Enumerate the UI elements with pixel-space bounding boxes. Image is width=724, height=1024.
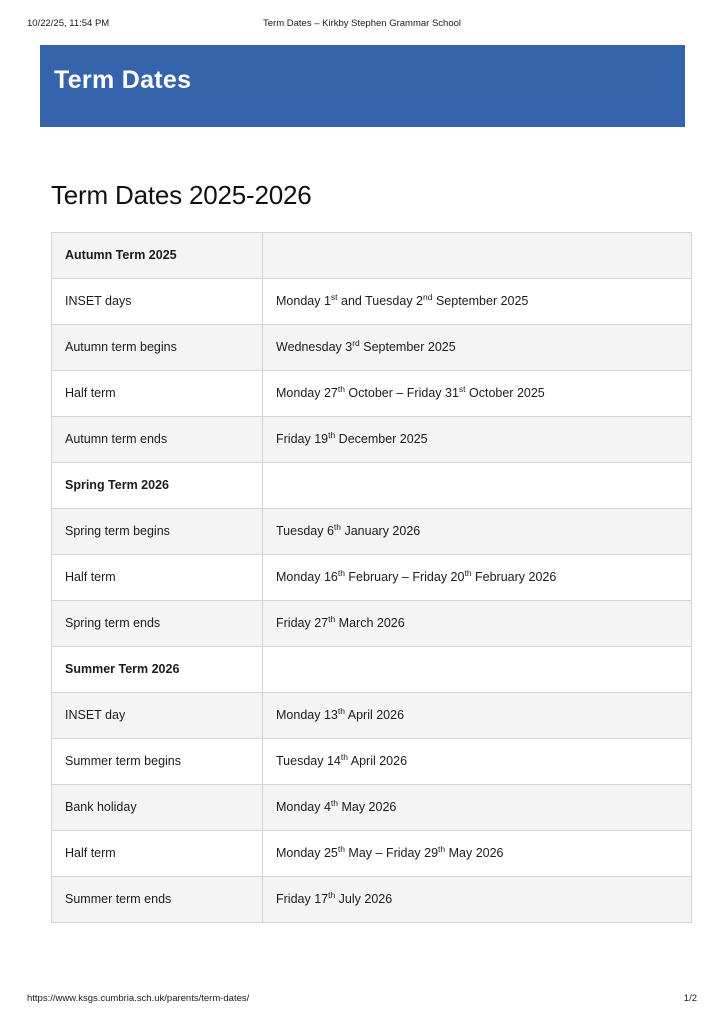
row-label: Spring term ends: [52, 601, 263, 647]
row-label: Autumn term begins: [52, 325, 263, 371]
row-label: Half term: [52, 555, 263, 601]
print-header-timestamp: 10/22/25, 11:54 PM: [27, 18, 110, 29]
row-value: Wednesday 3rd September 2025: [263, 325, 692, 371]
print-footer-page-number: 1/2: [683, 993, 697, 1004]
row-value: [263, 233, 692, 279]
row-label: Autumn term ends: [52, 417, 263, 463]
row-label: INSET days: [52, 279, 263, 325]
row-value: Friday 27th March 2026: [263, 601, 692, 647]
row-value: Friday 17th July 2026: [263, 877, 692, 923]
table-row: [52, 555, 692, 601]
table-row: [52, 877, 692, 923]
table-row: [52, 279, 692, 325]
print-header-title: Term Dates – Kirkby Stephen Grammar School: [263, 18, 461, 29]
table-row: [52, 739, 692, 785]
table-row: [52, 601, 692, 647]
row-value: [263, 463, 692, 509]
section-heading-label: Autumn Term 2025: [52, 233, 263, 279]
table-row: [52, 371, 692, 417]
document-page: [0, 40, 724, 923]
row-value: Monday 16th February – Friday 20th February 2026: [263, 555, 692, 601]
table-row: [52, 417, 692, 463]
row-value: Tuesday 6th January 2026: [263, 509, 692, 555]
row-label: INSET day: [52, 693, 263, 739]
table-row: [52, 693, 692, 739]
section-heading-label: Spring Term 2026: [52, 463, 263, 509]
row-label: Spring term begins: [52, 509, 263, 555]
row-label: Bank holiday: [52, 785, 263, 831]
row-label: Summer term begins: [52, 739, 263, 785]
row-value: Friday 19th December 2025: [263, 417, 692, 463]
table-row: [52, 831, 692, 877]
page-title: Term Dates 2025-2026: [51, 180, 312, 210]
row-value: Monday 4th May 2026: [263, 785, 692, 831]
table-section-heading-row: [52, 647, 692, 693]
page-banner: [40, 45, 685, 127]
row-value: [263, 647, 692, 693]
row-value: Monday 27th October – Friday 31st October 2025: [263, 371, 692, 417]
table-section-heading-row: [52, 233, 692, 279]
row-value: Tuesday 14th April 2026: [263, 739, 692, 785]
print-header: [0, 17, 724, 31]
table-row: [52, 325, 692, 371]
row-label: Summer term ends: [52, 877, 263, 923]
row-label: Half term: [52, 371, 263, 417]
term-dates-table: [51, 232, 692, 923]
print-footer-url: https://www.ksgs.cumbria.sch.uk/parents/term-dates/: [27, 993, 250, 1004]
table-section-heading-row: [52, 463, 692, 509]
table-row: [52, 509, 692, 555]
table-row: [52, 785, 692, 831]
row-value: Monday 1st and Tuesday 2nd September 2025: [263, 279, 692, 325]
section-heading-label: Summer Term 2026: [52, 647, 263, 693]
row-label: Half term: [52, 831, 263, 877]
row-value: Monday 25th May – Friday 29th May 2026: [263, 831, 692, 877]
term-dates-table-body: [52, 233, 692, 923]
banner-title: Term Dates: [54, 66, 192, 94]
row-value: Monday 13th April 2026: [263, 693, 692, 739]
print-footer: [0, 992, 724, 1006]
